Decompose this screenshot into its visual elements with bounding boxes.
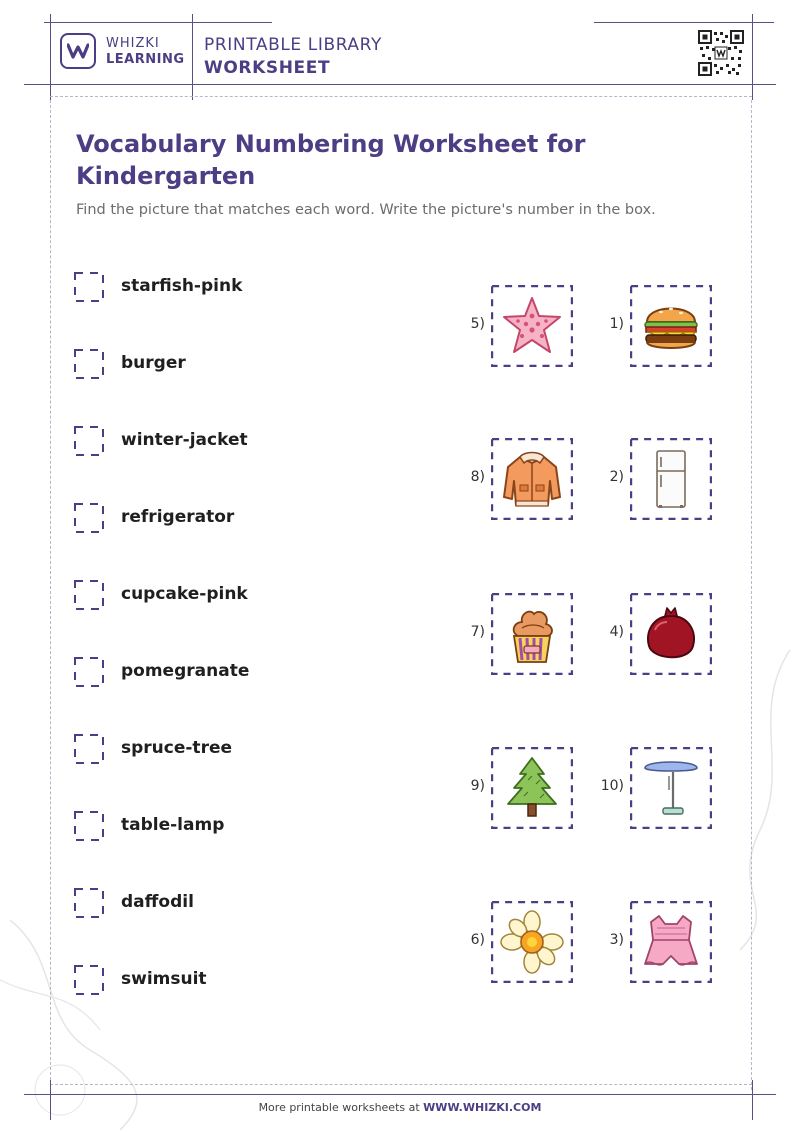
word-row — [74, 348, 186, 380]
spruce-tree-icon — [500, 756, 564, 820]
picture-card — [491, 901, 573, 983]
word-row — [74, 579, 248, 611]
header-rule-right — [752, 14, 753, 100]
word-label: starfish-pink — [121, 276, 243, 296]
footer — [0, 1101, 800, 1114]
page-border-bottom — [50, 1084, 752, 1085]
picture-card — [491, 438, 573, 520]
word-row — [74, 733, 233, 765]
answer-box[interactable] — [74, 657, 104, 687]
picture-card — [630, 747, 712, 829]
burger-icon — [639, 294, 703, 358]
jacket-icon — [500, 447, 564, 511]
word-label: cupcake-pink — [121, 584, 248, 604]
picture-number: 3) — [609, 932, 624, 948]
library-label — [204, 34, 382, 80]
logo-w-icon — [67, 43, 89, 59]
pomegranate-icon — [639, 602, 703, 666]
picture-card — [630, 593, 712, 675]
page-border-right — [751, 100, 752, 1090]
word-row — [74, 425, 248, 457]
picture-card — [630, 901, 712, 983]
answer-box[interactable] — [74, 965, 104, 995]
picture-card — [630, 285, 712, 367]
picture-number: 4) — [609, 624, 624, 640]
page-border-left — [50, 100, 51, 1090]
header-rule-left — [50, 14, 51, 100]
header-rule-top-left — [44, 22, 272, 23]
header-rule-top-right — [594, 22, 774, 23]
background-doodle-right — [730, 650, 800, 950]
word-row — [74, 887, 194, 919]
picture-number: 2) — [609, 469, 624, 485]
daffodil-icon — [500, 910, 564, 974]
swimsuit-icon — [639, 910, 703, 974]
picture-number: 1) — [609, 316, 624, 332]
library-bottom: WORKSHEET — [204, 58, 331, 78]
footer-prefix: More printable worksheets at — [258, 1101, 424, 1114]
brand-name — [106, 36, 185, 68]
whizki-logo — [60, 33, 96, 69]
word-label: winter-jacket — [121, 430, 248, 450]
answer-box[interactable] — [74, 503, 104, 533]
word-label: pomegranate — [121, 661, 250, 681]
word-row — [74, 502, 235, 534]
word-row — [74, 964, 207, 996]
picture-card — [491, 747, 573, 829]
picture-number: 7) — [470, 624, 485, 640]
picture-number: 6) — [470, 932, 485, 948]
background-doodle-bottom-left — [0, 900, 200, 1132]
answer-box[interactable] — [74, 426, 104, 456]
word-label: table-lamp — [121, 815, 225, 835]
word-label: daffodil — [121, 892, 194, 912]
instructions: Find the picture that matches each word. Write the picture's number in the box. — [76, 202, 656, 218]
picture-card — [491, 285, 573, 367]
worksheet-title: Vocabulary Numbering Worksheet for Kindergarten — [76, 130, 586, 190]
picture-number: 8) — [470, 469, 485, 485]
refrigerator-icon — [639, 447, 703, 511]
footer-rule-right — [752, 1080, 753, 1120]
brand-bottom: LEARNING — [106, 52, 185, 67]
footer-site-link[interactable]: WWW.WHIZKI.COM — [423, 1101, 542, 1114]
answer-box[interactable] — [74, 734, 104, 764]
starfish-icon — [500, 294, 564, 358]
cupcake-icon — [500, 602, 564, 666]
answer-box[interactable] — [74, 272, 104, 302]
picture-card — [630, 438, 712, 520]
word-label: swimsuit — [121, 969, 207, 989]
word-label: burger — [121, 353, 186, 373]
picture-number: 5) — [470, 316, 485, 332]
word-label: spruce-tree — [121, 738, 233, 758]
picture-number: 9) — [470, 778, 485, 794]
header-rule-bottom — [24, 84, 776, 85]
word-label: refrigerator — [121, 507, 235, 527]
brand-top: WHIZKI — [106, 36, 160, 51]
answer-box[interactable] — [74, 349, 104, 379]
footer-rule-left — [50, 1080, 51, 1120]
word-row — [74, 271, 243, 303]
picture-card — [491, 593, 573, 675]
header-rule-divider — [192, 14, 193, 100]
table-lamp-icon — [639, 756, 703, 820]
answer-box[interactable] — [74, 811, 104, 841]
library-top: PRINTABLE LIBRARY — [204, 35, 382, 55]
answer-box[interactable] — [74, 888, 104, 918]
answer-box[interactable] — [74, 580, 104, 610]
footer-rule — [24, 1094, 776, 1095]
picture-number: 10) — [600, 778, 624, 794]
page-border-top — [50, 96, 752, 97]
word-row — [74, 656, 250, 688]
qr-code-icon[interactable] — [698, 30, 744, 76]
word-row — [74, 810, 225, 842]
